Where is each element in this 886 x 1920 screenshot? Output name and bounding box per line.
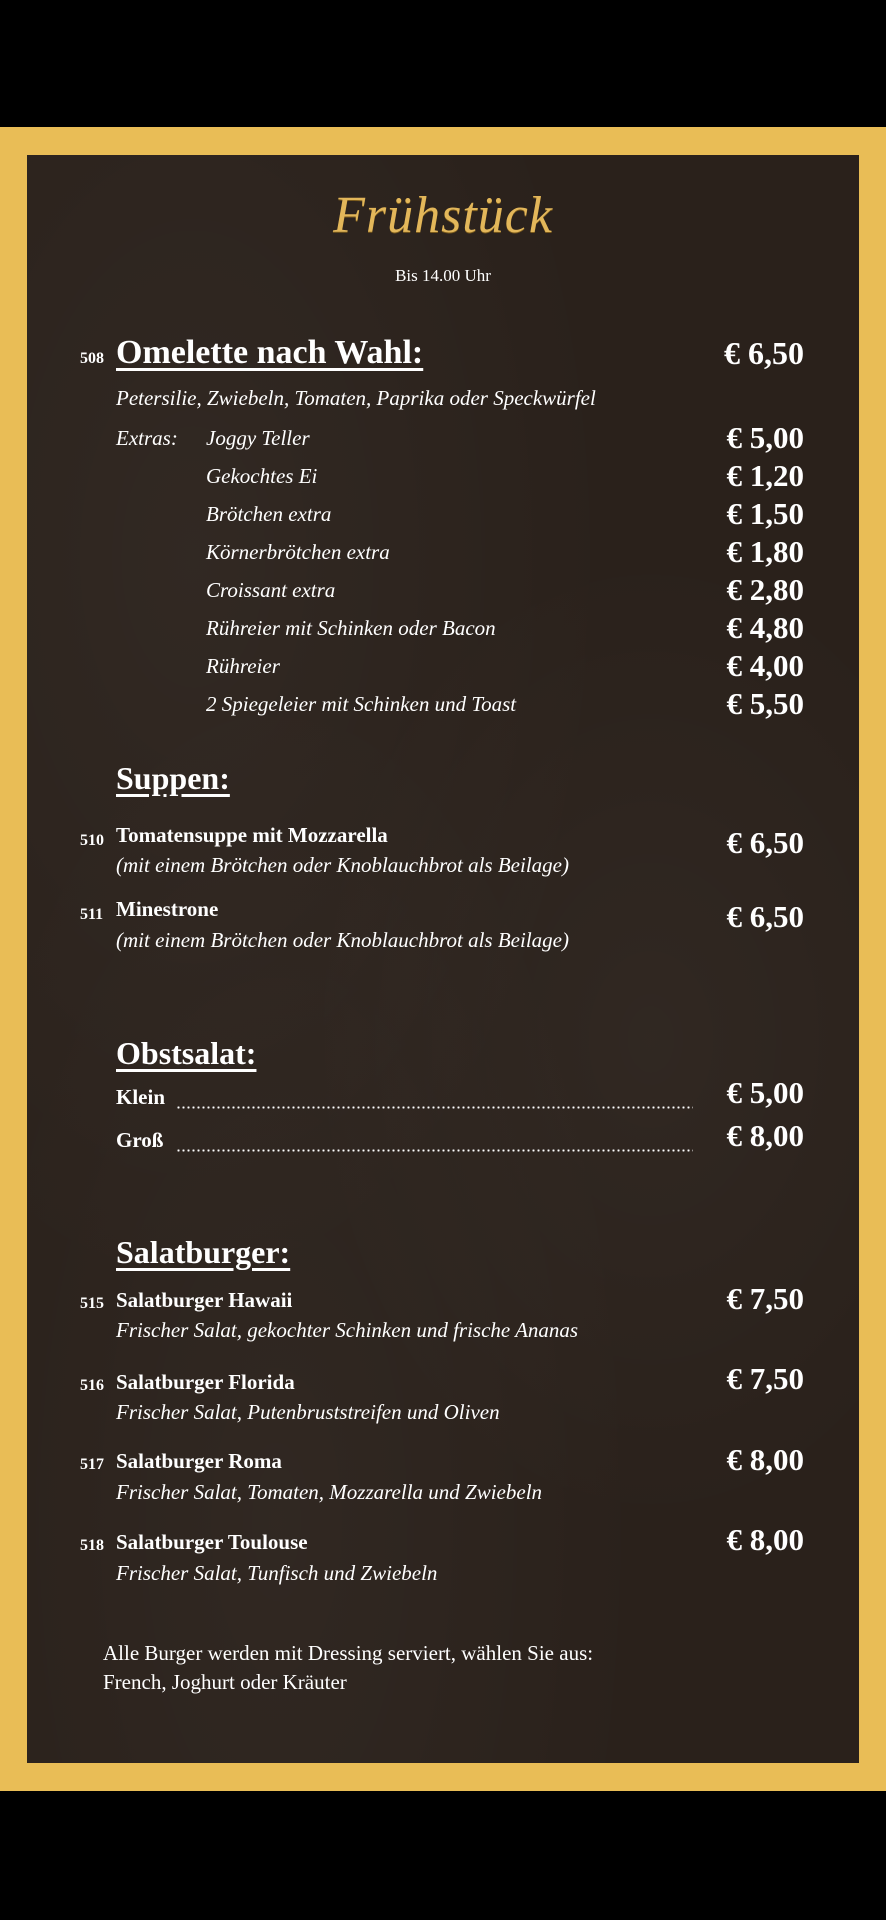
section-title-salatburger: Salatburger: [116,1234,291,1270]
item-note: Frischer Salat, Putenbruststreifen und Oliven [116,1400,500,1424]
extra-price: € 5,50 [726,686,804,721]
extra-name: Brötchen extra [206,502,332,526]
item-price: € 8,00 [726,1522,804,1557]
extra-price: € 1,20 [726,458,804,493]
item-price: € 8,00 [726,1118,804,1153]
dressing-options: French, Joghurt oder Kräuter [103,1670,347,1694]
item-name: Groß [116,1128,164,1152]
menu-title: Frühstück [333,187,553,244]
omelette-price: € 6,50 [724,335,804,371]
extra-name: 2 Spiegeleier mit Schinken und Toast [206,692,517,716]
extra-name: Körnerbrötchen extra [206,540,390,564]
item-price: € 7,50 [726,1281,804,1316]
item-note: (mit einem Brötchen oder Knoblauchbrot als Beilage) [116,928,569,952]
dot-leader [176,1149,693,1152]
menu-subtitle: Bis 14.00 Uhr [395,266,491,285]
extra-name: Rühreier mit Schinken oder Bacon [206,616,496,640]
extra-price: € 5,00 [726,420,804,455]
section-title-suppen: Suppen: [116,760,230,796]
item-name: Salatburger Hawaii [116,1288,293,1312]
item-number: 511 [80,906,104,923]
item-name: Salatburger Florida [116,1370,295,1394]
item-name: Tomatensuppe mit Mozzarella [116,823,388,847]
item-number: 518 [80,1537,104,1554]
extra-price: € 1,50 [726,496,804,531]
omelette-description: Petersilie, Zwiebeln, Tomaten, Paprika oder Speckwürfel [116,386,596,410]
extras-label: Extras: [116,426,178,450]
item-name: Salatburger Toulouse [116,1530,308,1554]
item-number: 517 [80,1456,104,1473]
item-price: € 6,50 [726,899,804,934]
item-price: € 7,50 [726,1361,804,1396]
item-name: Salatburger Roma [116,1449,282,1473]
item-note: Frischer Salat, gekochter Schinken und frische Ananas [116,1318,579,1342]
extra-price: € 4,80 [726,610,804,645]
section-title-obstsalat: Obstsalat: [116,1035,257,1071]
item-price: € 5,00 [726,1075,804,1110]
item-name: Klein [116,1085,166,1109]
item-price: € 8,00 [726,1442,804,1477]
item-number: 516 [80,1377,104,1394]
extra-name: Croissant extra [206,578,336,602]
dressing-note: Alle Burger werden mit Dressing serviert, wählen Sie aus: [103,1641,594,1665]
item-note: Frischer Salat, Tomaten, Mozzarella und Zwiebeln [116,1480,543,1504]
item-number: 508 [80,350,104,367]
extra-name: Joggy Teller [206,426,310,450]
item-note: Frischer Salat, Tunfisch und Zwiebeln [116,1561,438,1585]
section-title-omelette: Omelette nach Wahl: [116,334,424,371]
dot-leader [176,1106,693,1109]
item-price: € 6,50 [726,825,804,860]
item-note: (mit einem Brötchen oder Knoblauchbrot als Beilage) [116,853,569,877]
extra-price: € 1,80 [726,534,804,569]
extra-name: Rühreier [206,654,280,678]
item-number: 510 [80,832,104,849]
item-number: 515 [80,1295,104,1312]
extra-price: € 4,00 [726,648,804,683]
item-name: Minestrone [116,897,219,921]
extra-name: Gekochtes Ei [206,464,318,488]
extra-price: € 2,80 [726,572,804,607]
